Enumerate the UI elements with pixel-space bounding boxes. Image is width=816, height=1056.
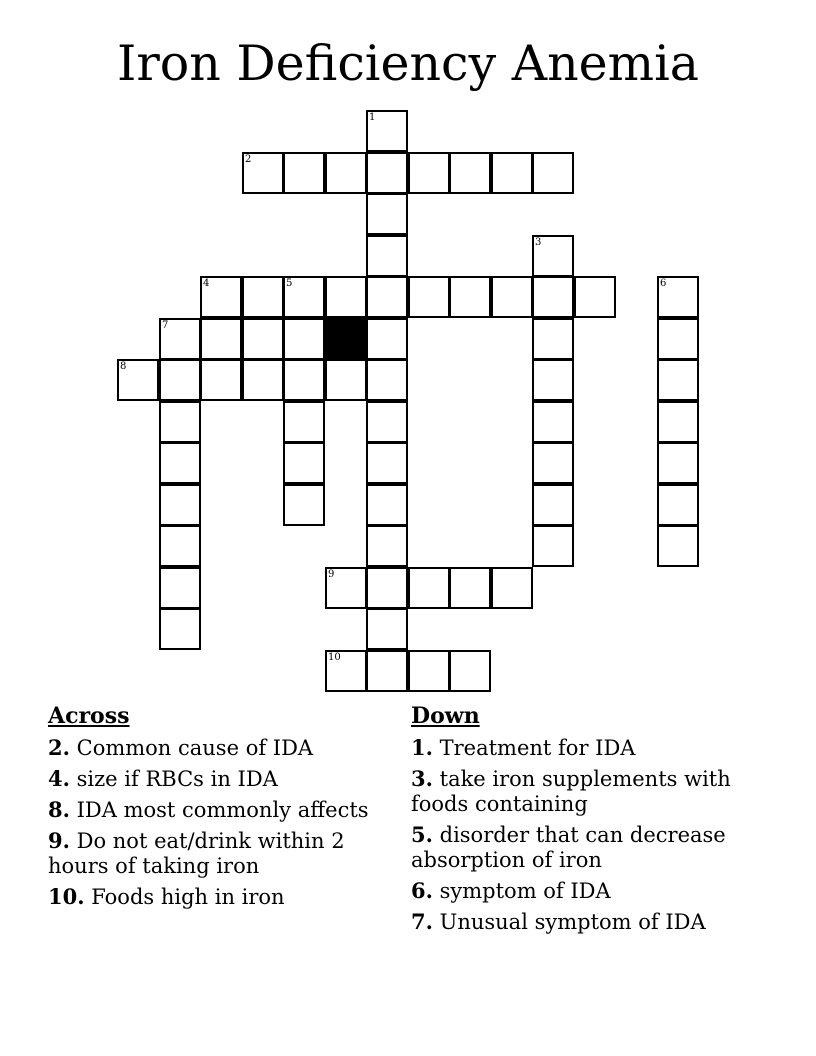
grid-cell[interactable] (408, 567, 450, 609)
grid-cell[interactable] (449, 152, 491, 194)
grid-cell[interactable] (408, 650, 450, 692)
across-clue (48, 828, 393, 879)
down-clue (411, 878, 771, 904)
grid-cell[interactable] (657, 442, 699, 484)
clue-number-label: 1 (369, 112, 376, 123)
grid-cell[interactable] (366, 567, 408, 609)
grid-cell[interactable] (532, 359, 574, 401)
grid-cell[interactable] (449, 567, 491, 609)
grid-cell[interactable] (325, 359, 367, 401)
grid-cell[interactable] (159, 608, 201, 650)
clue-text: size if RBCs in IDA (76, 767, 278, 791)
grid-cell[interactable] (325, 567, 367, 609)
grid-cell[interactable] (491, 276, 533, 318)
down-clue (411, 822, 771, 873)
clue-text: Do not eat/drink within 2 hours of taking iron (48, 829, 345, 878)
down-clue (411, 735, 771, 761)
clue-text: IDA most commonly affects (76, 798, 369, 822)
grid-cell[interactable] (366, 359, 408, 401)
clue-text: Treatment for IDA (439, 736, 636, 760)
grid-cell[interactable] (449, 276, 491, 318)
grid-cell[interactable] (657, 401, 699, 443)
clue-text: Unusual symptom of IDA (439, 910, 706, 934)
grid-cell[interactable] (449, 650, 491, 692)
grid-cell[interactable] (242, 359, 284, 401)
grid-cell[interactable] (283, 401, 325, 443)
grid-cell[interactable] (532, 401, 574, 443)
grid-cell[interactable] (408, 152, 450, 194)
grid-cell[interactable] (325, 152, 367, 194)
grid-cell[interactable] (366, 193, 408, 235)
clue-text: Common cause of IDA (76, 736, 314, 760)
grid-cell[interactable] (283, 359, 325, 401)
grid-cell[interactable] (532, 276, 574, 318)
grid-cell[interactable] (657, 276, 699, 318)
clue-number: 8. (48, 797, 70, 822)
clue-number-label: 10 (328, 652, 341, 663)
grid-cell[interactable] (242, 152, 284, 194)
grid-cell[interactable] (366, 318, 408, 360)
across-clue (48, 797, 393, 823)
grid-cell[interactable] (200, 276, 242, 318)
clue-number-label: 4 (203, 278, 210, 289)
clue-number-label: 6 (660, 278, 667, 289)
grid-cell[interactable] (408, 276, 450, 318)
grid-cell[interactable] (574, 276, 616, 318)
clue-number-label: 7 (162, 320, 169, 331)
grid-cell[interactable] (532, 525, 574, 567)
grid-cell[interactable] (366, 276, 408, 318)
grid-cell[interactable] (657, 318, 699, 360)
grid-cell[interactable] (283, 276, 325, 318)
clue-number-label: 3 (535, 237, 542, 248)
puzzle-title: Iron Deficiency Anemia (116, 35, 700, 92)
grid-cell[interactable] (532, 484, 574, 526)
grid-cell[interactable] (657, 484, 699, 526)
grid-cell[interactable] (366, 442, 408, 484)
grid-cell[interactable] (657, 359, 699, 401)
grid-cell[interactable] (532, 235, 574, 277)
clue-text: take iron supplements with foods containing (411, 767, 731, 816)
clue-number: 4. (48, 766, 70, 791)
grid-cell[interactable] (283, 484, 325, 526)
grid-cell[interactable] (200, 318, 242, 360)
grid-cell[interactable] (200, 359, 242, 401)
grid-cell[interactable] (159, 318, 201, 360)
clue-number-label: 5 (286, 278, 293, 289)
clue-number: 1. (411, 735, 433, 760)
clue-text: disorder that can decrease absorption of iron (411, 823, 726, 872)
down-clues (411, 702, 771, 940)
grid-cell[interactable] (159, 484, 201, 526)
clue-number: 7. (411, 909, 433, 934)
grid-cell[interactable] (366, 650, 408, 692)
grid-cell[interactable] (159, 359, 201, 401)
across-clues (48, 702, 393, 915)
grid-cell[interactable] (283, 152, 325, 194)
across-clue (48, 735, 393, 761)
clue-number: 3. (411, 766, 433, 791)
grid-cell[interactable] (242, 276, 284, 318)
clue-number: 6. (411, 878, 433, 903)
grid-cell[interactable] (491, 152, 533, 194)
grid-cell[interactable] (491, 567, 533, 609)
clue-number: 5. (411, 822, 433, 847)
grid-cell[interactable] (366, 110, 408, 152)
grid-cell[interactable] (366, 484, 408, 526)
clue-number: 9. (48, 828, 70, 853)
grid-cell[interactable] (283, 318, 325, 360)
grid-cell[interactable] (117, 359, 159, 401)
grid-cell[interactable] (159, 525, 201, 567)
down-clue (411, 909, 771, 935)
grid-cell[interactable] (159, 567, 201, 609)
grid-cell[interactable] (366, 235, 408, 277)
clue-number-label: 9 (328, 569, 335, 580)
grid-cell[interactable] (657, 525, 699, 567)
grid-cell[interactable] (366, 525, 408, 567)
grid-cell[interactable] (366, 401, 408, 443)
clue-text: Foods high in iron (91, 885, 285, 909)
clue-number: 2. (48, 735, 70, 760)
grid-cell[interactable] (532, 318, 574, 360)
clue-text: symptom of IDA (439, 879, 611, 903)
grid-cell[interactable] (532, 152, 574, 194)
grid-cell[interactable] (532, 442, 574, 484)
clue-number-label: 8 (120, 361, 127, 372)
clue-number: 10. (48, 884, 85, 909)
across-clue (48, 884, 393, 910)
across-clue (48, 766, 393, 792)
blocked-cell (325, 318, 367, 360)
grid-cell[interactable] (242, 318, 284, 360)
clue-number-label: 2 (245, 154, 252, 165)
grid-cell[interactable] (159, 401, 201, 443)
grid-cell[interactable] (325, 276, 367, 318)
down-heading: Down (411, 703, 480, 729)
grid-cell[interactable] (366, 608, 408, 650)
down-clue (411, 766, 771, 817)
grid-cell[interactable] (366, 152, 408, 194)
grid-cell[interactable] (325, 650, 367, 692)
grid-cell[interactable] (159, 442, 201, 484)
across-heading: Across (48, 703, 130, 729)
grid-cell[interactable] (283, 442, 325, 484)
